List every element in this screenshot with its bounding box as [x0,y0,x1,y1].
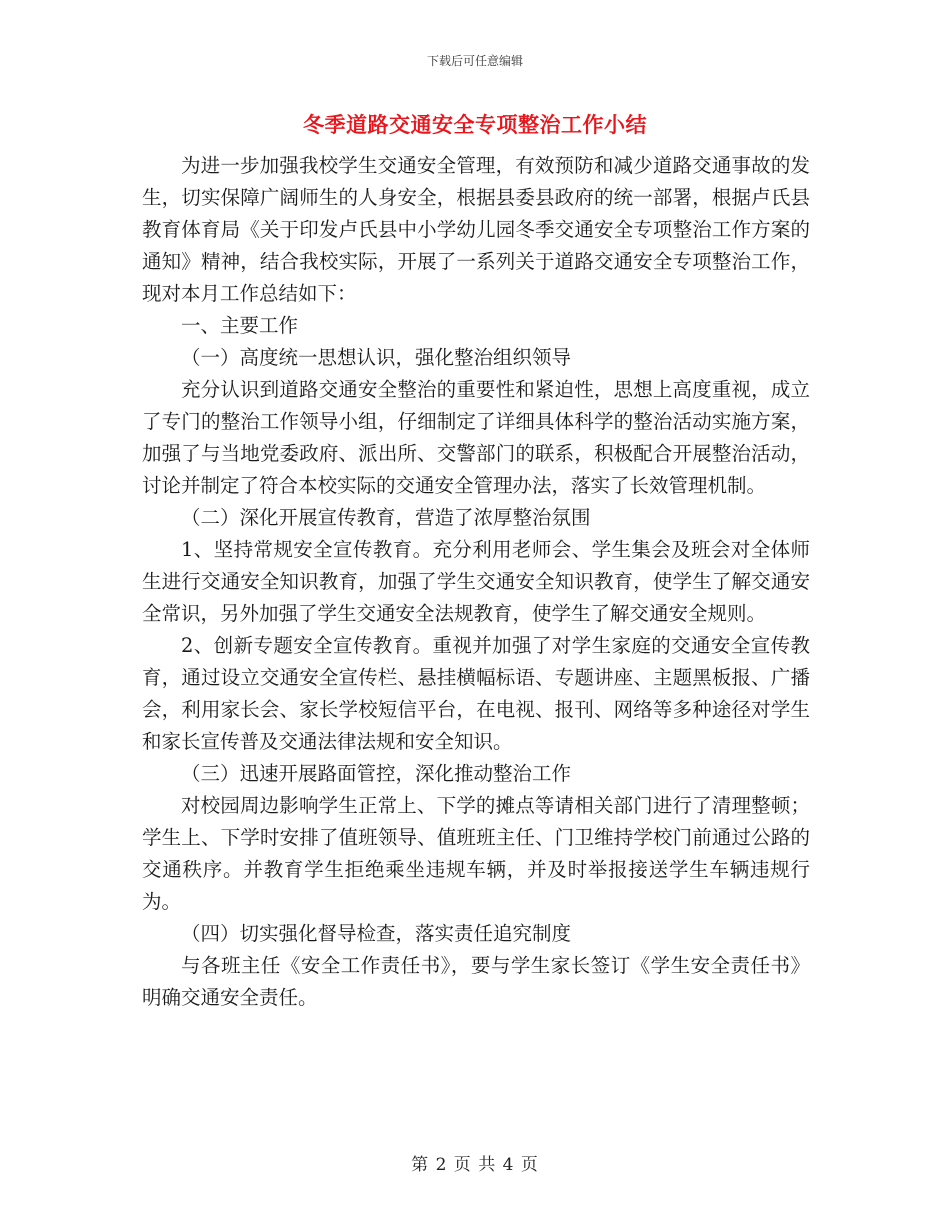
subsection-heading-4: （四）切实强化督导检查，落实责任追究制度 [181,922,572,945]
subsection-heading-2: （二）深化开展宣传教育，营造了浓厚整治氛围 [181,506,591,529]
header-note: 下载后可任意编辑 [426,54,523,68]
body-paragraph: 对校园周边影响学生正常上、下学的摊点等请相关部门进行了清理整顿；学生上、下学时安排了值班领导、值班班主任、门卫维持学校门前通过公路的交通秩序。并教育学生拒绝乘坐违规车辆，并及时举报接送学生车辆违规行为。 [142,794,810,913]
body-paragraph: 2、创新专题安全宣传教育。重视并加强了对学生家庭的交通安全宣传教育，通过设立交通安全宣传栏、悬挂横幅标语、专题讲座、主题黑板报、广播会，利用家长会、家长学校短信平台，在电视、报刊、网络等多种途径对学生和家长宣传普及交通法律法规和安全知识。 [142,634,810,753]
body-paragraph: 充分认识到道路交通安全整治的重要性和紧迫性，思想上高度重视，成立了专门的整治工作领导小组，仔细制定了详细具体科学的整治活动实施方案，加强了与当地党委政府、派出所、交警部门的联系，积极配合开展整治活动，讨论并制定了符合本校实际的交通安全管理办法，落实了长效管理机制。 [142,378,810,497]
page-footer: 第 2 页 共 4 页 [411,1155,539,1175]
section-heading-main-work: 一、主要工作 [181,314,299,337]
subsection-heading-3: （三）迅速开展路面管控，深化推动整治工作 [181,762,572,785]
intro-paragraph: 为进一步加强我校学生交通安全管理，有效预防和减少道路交通事故的发生，切实保障广阔师生的人身安全，根据县委县政府的统一部署，根据卢氏县教育体育局《关于印发卢氏县中小学幼儿园冬季交通安全专项整治工作方案的通知》精神，结合我校实际，开展了一系列关于道路交通安全专项整治工作，现对本月工作总结如下： [142,154,810,305]
body-paragraph: 1、坚持常规安全宣传教育。充分利用老师会、学生集会及班会对全体师生进行交通安全知识教育，加强了学生交通安全知识教育，使学生了解交通安全常识，另外加强了学生交通安全法规教育，使学生了解交通安全规则。 [142,538,810,625]
document-body [142,150,810,1014]
body-paragraph: 与各班主任《安全工作责任书》，要与学生家长签订《学生安全责任书》明确交通安全责任。 [142,954,810,1009]
subsection-heading-1: （一）高度统一思想认识，强化整治组织领导 [181,346,572,369]
document-title: 冬季道路交通安全专项整治工作小结 [303,112,647,137]
